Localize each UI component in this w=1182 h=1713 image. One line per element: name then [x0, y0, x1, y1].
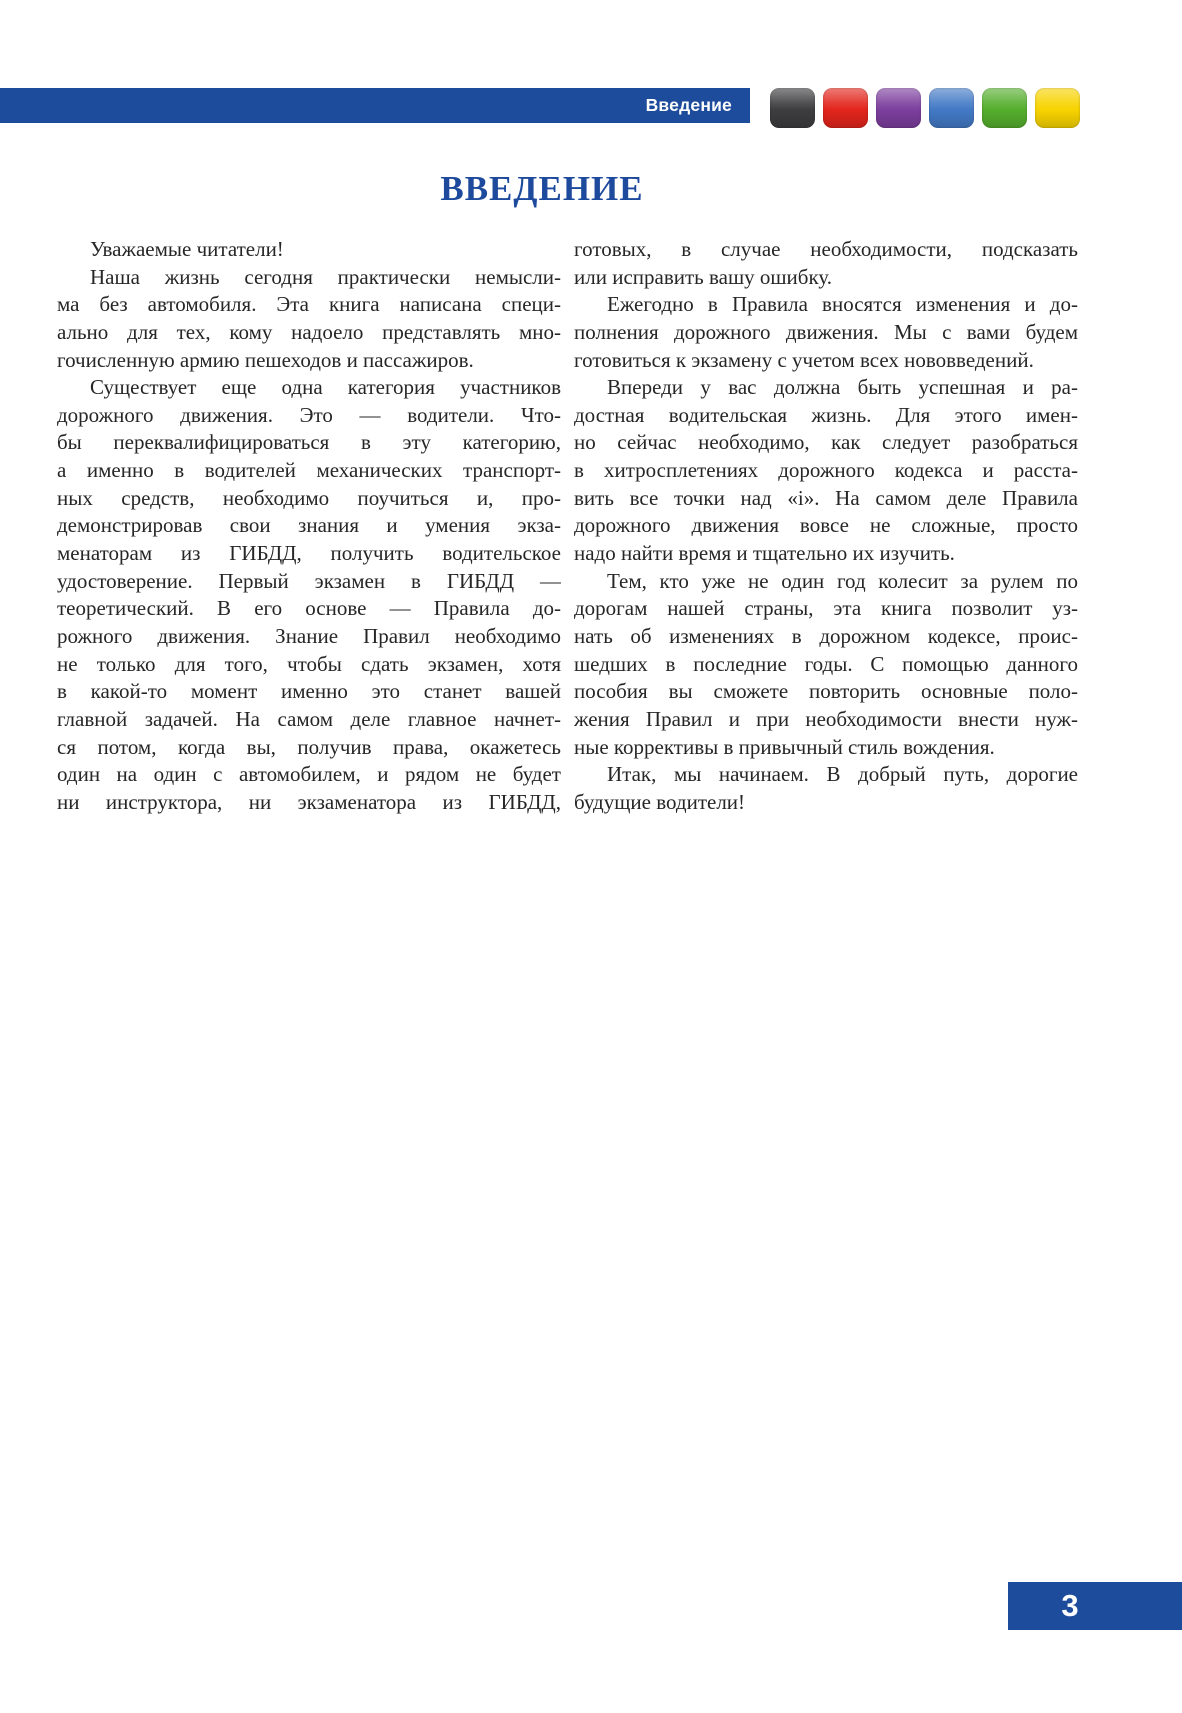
text-line: полнения дорожного движения. Мы с вами будем — [574, 319, 1078, 344]
text-line: надо найти время и тщательно их изучить. — [574, 541, 955, 566]
chapter-tab-red — [823, 88, 868, 128]
text-line: ма без автомобиля. Эта книга написана специ- — [57, 292, 561, 317]
page-number: 3 — [1061, 1588, 1079, 1623]
text-line: гочисленную армию пешеходов и пассажиров. — [57, 347, 474, 372]
chapter-tab-green — [982, 88, 1027, 128]
text-line: ально для тех, кому надоело представлять мно- — [57, 319, 561, 344]
text-line: удостоверение. Первый экзамен в ГИБДД — — [57, 568, 561, 593]
chapter-tab-dark — [770, 88, 815, 128]
text-line: Уважаемые читатели! — [90, 237, 284, 261]
text-line: в какой-то момент именно это станет вашей — [57, 679, 561, 704]
text-line: достная водительская жизнь. Для этого имен- — [574, 402, 1078, 427]
text-line: менаторам из ГИБДД, получить водительское — [57, 541, 561, 566]
running-head-label: Введение — [645, 95, 732, 115]
text-line: рожного движения. Знание Правил необходимо — [57, 623, 561, 648]
text-line: шедших в последние годы. С помощью данного — [574, 651, 1078, 676]
chapter-header-bar — [0, 88, 750, 123]
text-line: Наша жизнь сегодня практически немысли- — [90, 264, 561, 289]
right-column — [574, 236, 1078, 816]
text-line: а именно в водителей механических транспорт- — [57, 458, 561, 483]
text-line: ни инструктора, ни экзаменатора из ГИБДД, — [57, 789, 561, 814]
text-line: ные коррективы в привычный стиль вождения. — [574, 734, 995, 759]
text-line: один на один с автомобилем, и рядом не будет — [57, 762, 561, 787]
chapter-tab-purple — [876, 88, 921, 128]
chapter-tab-yellow — [1035, 88, 1080, 128]
text-line: но сейчас необходимо, как следует разобраться — [574, 430, 1078, 455]
text-line: ся потом, когда вы, получив права, окажетесь — [57, 734, 561, 759]
text-line: бы переквалифицироваться в эту категорию, — [57, 430, 561, 455]
text-line: в хитросплетениях дорожного кодекса и расста- — [574, 458, 1078, 483]
text-line: будущие водители! — [574, 789, 746, 814]
text-line: нать об изменениях в дорожном кодексе, проис- — [574, 623, 1078, 648]
text-line: Итак, мы начинаем. В добрый путь, дорогие — [607, 762, 1078, 787]
text-line: Ежегодно в Правила вносятся изменения и до- — [607, 292, 1078, 317]
text-line: Существует еще одна категория участников — [90, 375, 561, 400]
text-line: не только для того, чтобы сдать экзамен, хотя — [57, 651, 561, 676]
text-line: дорогам нашей страны, эта книга позволит уз- — [574, 596, 1078, 621]
chapter-tab-blue — [929, 88, 974, 128]
text-line: Тем, кто уже не один год колесит за рулем по — [607, 568, 1078, 593]
text-line: жения Правил и при необходимости внести нуж- — [574, 706, 1078, 731]
text-line: дорожного движения. Это — водители. Что- — [57, 402, 561, 427]
left-column — [57, 236, 561, 816]
text-line: демонстрировав свои знания и умения экза- — [57, 513, 561, 538]
text-line: теоретический. В его основе — Правила до- — [57, 596, 561, 621]
text-line: главной задачей. На самом деле главное начнет- — [57, 706, 561, 731]
body-text — [57, 236, 1078, 816]
text-line: дорожного движения вовсе не сложные, просто — [574, 513, 1078, 538]
text-line: пособия вы сможете повторить основные поло- — [574, 679, 1078, 704]
text-line: готовиться к экзамену с учетом всех нововведений. — [574, 347, 1034, 372]
text-line: или исправить вашу ошибку. — [574, 264, 833, 289]
page-title: ВВЕДЕНИЕ — [440, 169, 644, 208]
text-line: готовых, в случае необходимости, подсказать — [574, 237, 1078, 261]
text-line: Впереди у вас должна быть успешная и ра- — [607, 375, 1078, 400]
text-line: вить все точки над «i». На самом деле Правила — [574, 485, 1078, 510]
text-line: ных средств, необходимо поучиться и, про- — [57, 485, 561, 510]
page-number-badge — [1008, 1582, 1182, 1630]
chapter-color-tabs — [770, 88, 1080, 128]
